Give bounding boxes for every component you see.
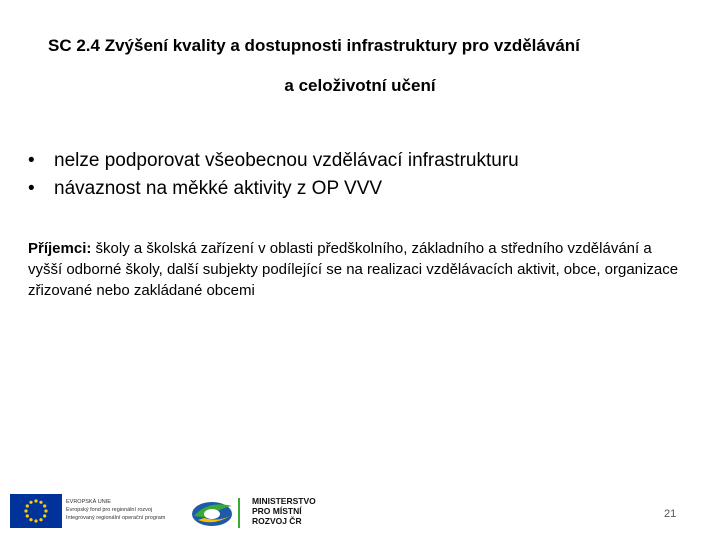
ministry-logo-icon [188,496,244,530]
recipients-text: školy a školská zařízení v oblasti předškolního, základního a středního vzdělávání a vyšší odborné školy, další subjekty podílející se na realizaci vzdělávacích aktivit, obce, organizace zřizované nebo zakládané obcemi [28,240,679,299]
recipients-label: Příjemci: [28,240,92,257]
bullet-icon: • [28,150,35,171]
bullet-item: • nelze podporovat všeobecnou vzdělávací infrastrukturu [28,147,519,175]
eu-flag-icon [10,494,62,528]
page-number: 21 [664,508,677,520]
eu-caption: EVROPSKÁ UNIE Evropský fond pro regionální rozvoj Integrovaný regionální operační program [66,499,166,521]
bullet-icon: • [28,178,35,199]
title-line-1: SC 2.4 Zvýšení kvality a dostupnosti infrastruktury pro vzdělávání [48,36,580,55]
bullet-item: • návaznost na měkké aktivity z OP VVV [28,175,519,203]
bullet-list [28,147,519,203]
ministry-caption: MINISTERSTVO PRO MÍSTNÍ ROZVOJ ČR [252,496,316,526]
title-line-2: a celoživotní učení [284,76,436,95]
recipients-paragraph [28,238,688,301]
